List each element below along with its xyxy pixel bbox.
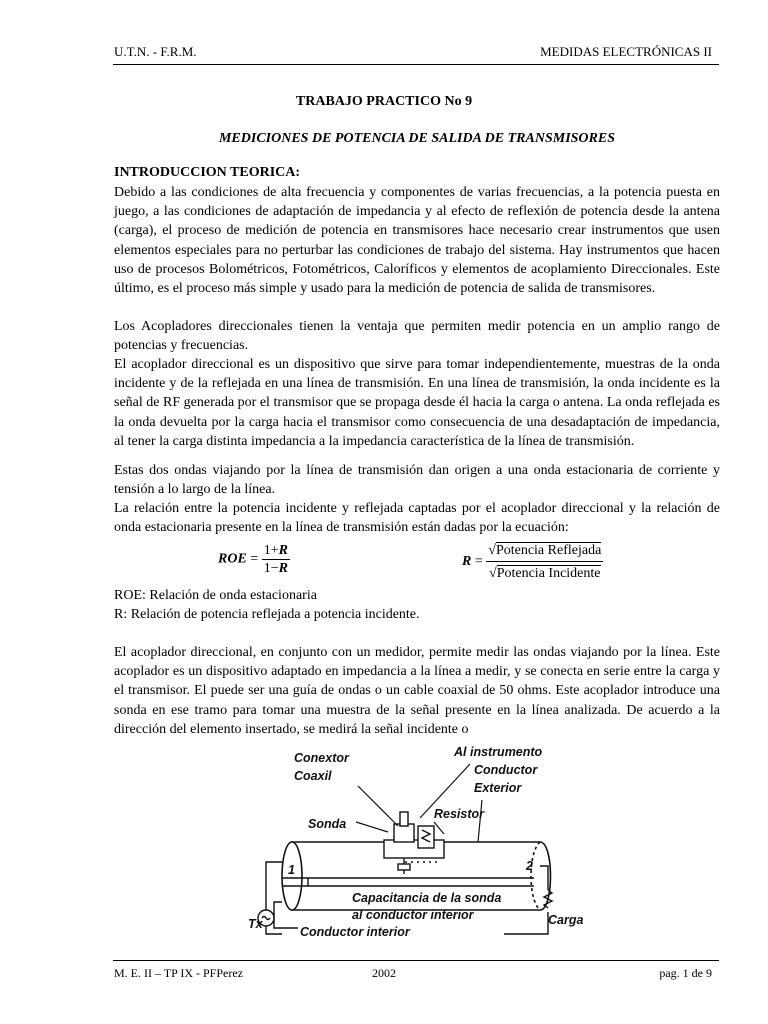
label-port-1: 1 [288, 863, 295, 877]
label-conector: Conextor [294, 751, 349, 765]
header-right: MEDIDAS ELECTRÓNICAS II [540, 44, 712, 59]
label-al-instrumento: Al instrumento [454, 745, 543, 759]
page-subtitle: MEDICIONES DE POTENCIA DE SALIDA DE TRANSMISORES [218, 131, 615, 146]
roe-denominator: 1−R [263, 561, 288, 576]
footer-center: 2002 [372, 966, 396, 980]
paragraph-intro: Debido a las condiciones de alta frecuencia y componentes de varias frecuencias, a la potencia puesta en juego, a las condiciones de adaptación de impedancia y al efecto de reflexión de potencia desde la antena (carga), el proceso de medición de potencia en transmisores hace necesario crear instrumentos que usen elementos especiales para no perturbar las condiciones de trabajo del sistema. Hay instrumentos que hacen uso de procesos Bolométricos, Fotométricos, Caloríficos y elementos de acoplamiento Direccionales. Este último, es el proceso más simple y usado para la medición de potencia de salida de transmisores. [114, 185, 720, 297]
r-fraction [486, 542, 603, 582]
label-carga: Carga [548, 913, 584, 927]
roe-equals: = [250, 551, 259, 567]
page-title: TRABAJO PRACTICO No 9 [295, 94, 473, 109]
r-lhs: R [462, 554, 472, 570]
header-left: U.T.N. - F.R.M. [114, 44, 197, 59]
label-capacitancia-1: Capacitancia de la sonda [352, 891, 502, 905]
paragraph-acopladores: Los Acopladores direccionales tienen la ventaja que permiten medir potencia en un amplio rango de potencias y frecuencias. [114, 319, 720, 354]
r-equals: = [474, 554, 483, 570]
footer-rule [113, 960, 719, 961]
paragraph-acoplador-def: El acoplador direccional es un dispositivo que sirve para tomar independientemente, muestras de la onda incidente y de la reflejada en una línea de transmisión. En una línea de transmisión, la onda incidente es la señal de RF generada por el transmisor que se propaga desde él hacia la carga o antena. La onda reflejada es la onda devuelta por la carga hacia el transmisor como consecuencia de una desadaptación de impedancia, al tener la carga distinta impedancia a la impedancia característica de la línea de transmisión. [114, 357, 720, 449]
definition-roe: ROE: Relación de onda estacionaria [114, 588, 317, 603]
label-conductor-interior: Conductor interior [300, 925, 410, 939]
r-denominator: √Potencia Incidente [489, 566, 601, 581]
label-exterior: Exterior [474, 781, 522, 795]
footer-left: M. E. II – TP IX - PFPerez [114, 966, 243, 980]
definitions [114, 586, 420, 624]
inner-conductor [282, 878, 534, 886]
roe-lhs: ROE [218, 551, 247, 567]
label-coaxil: Coaxil [294, 769, 332, 783]
paragraph-acoplador-medidor: El acoplador direccional, en conjunto con un medidor, permite medir las ondas viajando por la línea. Este acoplador es un dispositivo adaptado en impedancia a la línea a medir, y se conecta en serie entre la carga y el transmisor. El puede ser una guía de ondas o un cable coaxial de 50 ohms. Este acoplador introduce una sonda en ese tramo para tomar una muestra de la señal presente en la línea analizada. De acuerdo a la dirección del elemento insertado, se medirá la señal incidente o [114, 645, 720, 737]
label-port-2: 2 [526, 859, 533, 873]
section-heading: INTRODUCCION TEORICA: [114, 165, 301, 180]
paragraph-relacion: La relación entre la potencia incidente y reflejada captadas por el acoplador direccional y la relación de onda estacionaria presente en la línea de transmisión están dadas por la ecuación: [114, 501, 720, 536]
header-rule [113, 64, 719, 65]
probe-detail-dots [405, 861, 437, 863]
definition-r: R: Relación de potencia reflejada a potencia incidente. [114, 607, 420, 622]
footer-right: pag. 1 de 9 [659, 966, 712, 980]
directional-coupler-diagram [248, 742, 598, 942]
roe-fraction [262, 542, 290, 577]
label-capacitancia-2: al conductor interior [352, 908, 474, 922]
label-sonda: Sonda [308, 817, 347, 831]
paragraph-ondas: Estas dos ondas viajando por la línea de transmisión dan origen a una onda estacionaria de corriente y tensión a lo largo de la línea. [114, 463, 720, 498]
equation-roe [218, 542, 290, 577]
label-tx: Tx [248, 917, 263, 931]
r-numerator: √Potencia Reflejada [486, 542, 603, 562]
roe-numerator: 1+R [263, 543, 288, 558]
equation-r [462, 542, 603, 582]
label-resistor: Resistor [434, 807, 485, 821]
label-conductor: Conductor [474, 763, 538, 777]
